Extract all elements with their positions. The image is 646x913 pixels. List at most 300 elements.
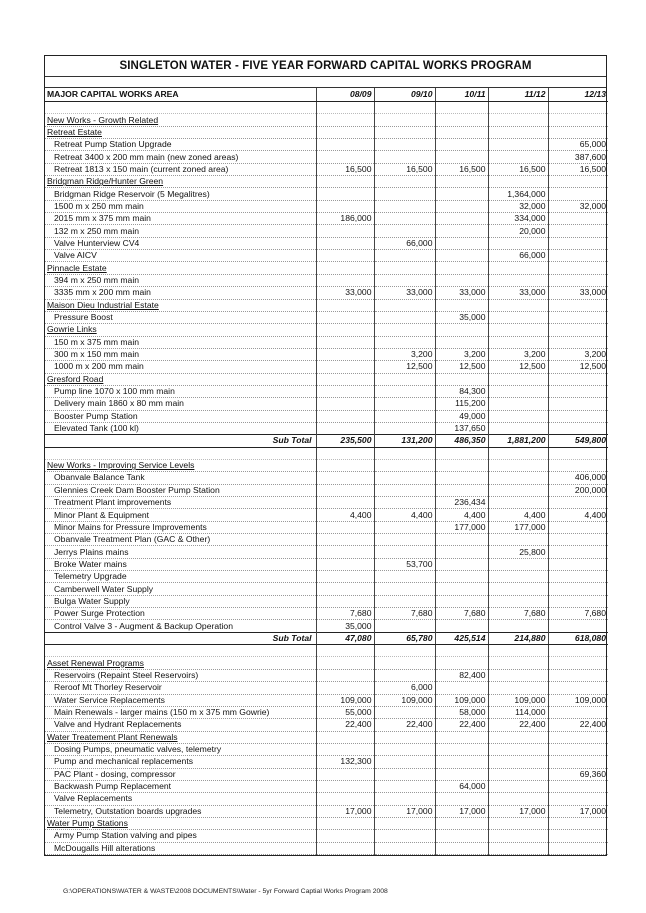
amount-cell — [374, 102, 435, 114]
item-description: Valve AICV — [45, 250, 316, 262]
item-description: Water Service Replacements — [45, 694, 316, 706]
amount-cell — [316, 780, 374, 792]
item-description: Pump line 1070 x 100 mm main — [45, 385, 316, 397]
amount-cell — [374, 817, 435, 829]
capital-works-sheet — [44, 55, 607, 856]
amount-cell — [435, 176, 488, 188]
amount-cell — [435, 188, 488, 200]
amount-cell — [488, 422, 548, 434]
amount-cell — [488, 114, 548, 126]
amount-cell — [316, 188, 374, 200]
amount-cell — [374, 571, 435, 583]
amount-cell — [435, 447, 488, 459]
amount-cell — [374, 459, 435, 471]
amount-cell — [374, 176, 435, 188]
amount-cell — [435, 583, 488, 595]
item-description: McDougalls Hill alterations — [45, 842, 316, 854]
amount-cell — [548, 793, 608, 805]
table-row — [45, 534, 608, 546]
amount-cell — [488, 743, 548, 755]
subsection-heading-row — [45, 731, 608, 743]
amount-cell — [488, 176, 548, 188]
amount-cell: 177,000 — [488, 521, 548, 533]
amount-cell — [488, 534, 548, 546]
amount-cell: 16,500 — [316, 163, 374, 175]
amount-cell: 177,000 — [435, 521, 488, 533]
item-description: 3335 mm x 200 mm main — [45, 287, 316, 299]
table-row — [45, 706, 608, 718]
subtotal-label: Sub Total — [45, 632, 316, 644]
year-column-header: 11/12 — [488, 88, 548, 102]
item-description: Obanvale Treatment Plan (GAC & Other) — [45, 534, 316, 546]
amount-cell: 33,000 — [435, 287, 488, 299]
amount-cell — [374, 780, 435, 792]
amount-cell — [316, 262, 374, 274]
amount-cell: 33,000 — [374, 287, 435, 299]
amount-cell — [488, 484, 548, 496]
item-description: Valve and Hydrant Replacements — [45, 719, 316, 731]
amount-cell: 16,500 — [548, 163, 608, 175]
item-description: Treatment Plant improvements — [45, 497, 316, 509]
table-row — [45, 250, 608, 262]
amount-cell — [374, 669, 435, 681]
amount-cell — [435, 756, 488, 768]
amount-cell: 66,000 — [488, 250, 548, 262]
amount-cell — [488, 731, 548, 743]
item-description: Bridgman Ridge Reservoir (5 Megalitres) — [45, 188, 316, 200]
amount-cell — [435, 768, 488, 780]
amount-cell — [548, 336, 608, 348]
table-row — [45, 583, 608, 595]
amount-cell — [548, 213, 608, 225]
amount-cell — [435, 534, 488, 546]
amount-cell — [435, 225, 488, 237]
amount-cell — [548, 583, 608, 595]
amount-cell: 12,500 — [435, 361, 488, 373]
amount-cell: 33,000 — [548, 287, 608, 299]
amount-cell — [374, 373, 435, 385]
amount-cell — [374, 484, 435, 496]
amount-cell — [548, 534, 608, 546]
subtotal-value: 549,800 — [548, 435, 608, 447]
amount-cell — [374, 410, 435, 422]
row-label: New Works - Improving Service Levels — [45, 459, 316, 471]
amount-cell — [435, 743, 488, 755]
amount-cell — [435, 126, 488, 138]
amount-cell — [488, 126, 548, 138]
amount-cell — [374, 830, 435, 842]
amount-cell — [316, 102, 374, 114]
amount-cell — [374, 657, 435, 669]
amount-cell — [374, 250, 435, 262]
table-row — [45, 805, 608, 817]
amount-cell — [316, 793, 374, 805]
amount-cell: 4,400 — [488, 509, 548, 521]
subsection-heading-row — [45, 373, 608, 385]
amount-cell — [435, 793, 488, 805]
amount-cell: 17,000 — [374, 805, 435, 817]
subtotal-row — [45, 632, 608, 644]
amount-cell — [316, 410, 374, 422]
amount-cell — [435, 484, 488, 496]
amount-cell — [435, 274, 488, 286]
item-description: Retreat Pump Station Upgrade — [45, 139, 316, 151]
amount-cell — [488, 237, 548, 249]
table-row — [45, 719, 608, 731]
amount-cell: 12,500 — [548, 361, 608, 373]
amount-cell — [374, 534, 435, 546]
amount-cell — [548, 311, 608, 323]
amount-cell — [548, 756, 608, 768]
subtotal-value: 131,200 — [374, 435, 435, 447]
amount-cell — [316, 126, 374, 138]
blank-row — [45, 645, 608, 657]
amount-cell: 137,650 — [435, 422, 488, 434]
amount-cell — [374, 521, 435, 533]
amount-cell — [488, 102, 548, 114]
table-row — [45, 188, 608, 200]
amount-cell — [374, 262, 435, 274]
amount-cell — [548, 620, 608, 632]
file-path-footer: G:\OPERATIONS\WATER & WASTE\2008 DOCUMENTS\Water - 5yr Forward Captial Works Program 2008 — [63, 888, 388, 895]
amount-cell: 33,000 — [316, 287, 374, 299]
table-row — [45, 484, 608, 496]
amount-cell — [374, 324, 435, 336]
amount-cell — [548, 645, 608, 657]
table-row — [45, 546, 608, 558]
year-column-header: 08/09 — [316, 88, 374, 102]
amount-cell — [435, 299, 488, 311]
amount-cell — [374, 546, 435, 558]
table-row — [45, 163, 608, 175]
amount-cell: 16,500 — [435, 163, 488, 175]
amount-cell — [548, 225, 608, 237]
amount-cell — [435, 472, 488, 484]
amount-cell — [548, 558, 608, 570]
amount-cell: 114,000 — [488, 706, 548, 718]
amount-cell: 64,000 — [435, 780, 488, 792]
item-description: 300 m x 150 mm main — [45, 348, 316, 360]
table-row — [45, 756, 608, 768]
amount-cell — [488, 447, 548, 459]
amount-cell — [316, 583, 374, 595]
item-description: 394 m x 250 mm main — [45, 274, 316, 286]
amount-cell — [316, 669, 374, 681]
item-description: Army Pump Station valving and pipes — [45, 830, 316, 842]
amount-cell — [548, 842, 608, 854]
amount-cell: 236,434 — [435, 497, 488, 509]
area-column-header: MAJOR CAPITAL WORKS AREA — [45, 88, 316, 102]
amount-cell — [374, 274, 435, 286]
amount-cell — [488, 385, 548, 397]
subsection-heading-row — [45, 299, 608, 311]
amount-cell: 17,000 — [548, 805, 608, 817]
row-label: Asset Renewal Programs — [45, 657, 316, 669]
amount-cell: 3,200 — [548, 348, 608, 360]
amount-cell — [435, 842, 488, 854]
item-description: Minor Mains for Pressure Improvements — [45, 521, 316, 533]
table-row — [45, 151, 608, 163]
table-row — [45, 743, 608, 755]
amount-cell — [316, 114, 374, 126]
amount-cell: 3,200 — [374, 348, 435, 360]
year-column-header: 12/13 — [548, 88, 608, 102]
amount-cell — [488, 151, 548, 163]
amount-cell — [435, 546, 488, 558]
amount-cell — [488, 262, 548, 274]
amount-cell: 58,000 — [435, 706, 488, 718]
table-row — [45, 509, 608, 521]
amount-cell — [488, 299, 548, 311]
amount-cell — [488, 373, 548, 385]
amount-cell — [374, 768, 435, 780]
amount-cell — [374, 595, 435, 607]
amount-cell — [316, 558, 374, 570]
amount-cell — [548, 262, 608, 274]
amount-cell: 109,000 — [488, 694, 548, 706]
amount-cell — [316, 571, 374, 583]
amount-cell: 25,800 — [488, 546, 548, 558]
amount-cell — [488, 657, 548, 669]
amount-cell: 109,000 — [374, 694, 435, 706]
amount-cell: 7,680 — [316, 608, 374, 620]
table-row — [45, 793, 608, 805]
item-description: Broke Water mains — [45, 558, 316, 570]
section-heading-row — [45, 114, 608, 126]
amount-cell — [548, 126, 608, 138]
row-label — [45, 645, 316, 657]
amount-cell — [316, 657, 374, 669]
table-row — [45, 497, 608, 509]
amount-cell — [548, 657, 608, 669]
amount-cell — [488, 410, 548, 422]
item-description: PAC Plant - dosing, compressor — [45, 768, 316, 780]
amount-cell — [548, 176, 608, 188]
amount-cell — [548, 682, 608, 694]
amount-cell: 22,400 — [548, 719, 608, 731]
item-description: Booster Pump Station — [45, 410, 316, 422]
amount-cell — [488, 324, 548, 336]
table-row — [45, 139, 608, 151]
item-description: Bulga Water Supply — [45, 595, 316, 607]
subtotal-value: 65,780 — [374, 632, 435, 644]
amount-cell — [488, 817, 548, 829]
amount-cell — [316, 398, 374, 410]
amount-cell — [488, 139, 548, 151]
amount-cell — [435, 657, 488, 669]
amount-cell: 115,200 — [435, 398, 488, 410]
amount-cell: 3,200 — [488, 348, 548, 360]
amount-cell — [374, 126, 435, 138]
amount-cell — [316, 385, 374, 397]
amount-cell — [548, 237, 608, 249]
amount-cell: 20,000 — [488, 225, 548, 237]
amount-cell — [548, 447, 608, 459]
table-row — [45, 385, 608, 397]
row-label: Gowrie Links — [45, 324, 316, 336]
amount-cell — [316, 817, 374, 829]
amount-cell — [316, 743, 374, 755]
amount-cell — [548, 373, 608, 385]
table-row — [45, 682, 608, 694]
table-row — [45, 311, 608, 323]
table-row — [45, 669, 608, 681]
amount-cell — [374, 706, 435, 718]
amount-cell — [316, 274, 374, 286]
amount-cell — [316, 348, 374, 360]
item-description: Delivery main 1860 x 80 mm main — [45, 398, 316, 410]
table-row — [45, 361, 608, 373]
table-row — [45, 521, 608, 533]
amount-cell — [435, 373, 488, 385]
amount-cell — [488, 793, 548, 805]
amount-cell: 12,500 — [374, 361, 435, 373]
amount-cell — [374, 114, 435, 126]
row-label: Gresford Road — [45, 373, 316, 385]
amount-cell: 35,000 — [435, 311, 488, 323]
amount-cell: 82,400 — [435, 669, 488, 681]
amount-cell — [548, 817, 608, 829]
item-description: 132 m x 250 mm main — [45, 225, 316, 237]
amount-cell — [374, 447, 435, 459]
amount-cell — [316, 373, 374, 385]
amount-cell — [435, 558, 488, 570]
amount-cell — [435, 262, 488, 274]
amount-cell — [548, 743, 608, 755]
amount-cell: 4,400 — [374, 509, 435, 521]
amount-cell — [548, 459, 608, 471]
amount-cell — [435, 102, 488, 114]
amount-cell: 109,000 — [316, 694, 374, 706]
table-row — [45, 608, 608, 620]
amount-cell: 4,400 — [316, 509, 374, 521]
amount-cell: 109,000 — [435, 694, 488, 706]
amount-cell: 69,360 — [548, 768, 608, 780]
spacer-row — [45, 77, 606, 88]
amount-cell — [488, 583, 548, 595]
item-description: Reroof Mt Thorley Reservoir — [45, 682, 316, 694]
table-row — [45, 213, 608, 225]
amount-cell — [488, 558, 548, 570]
amount-cell — [488, 768, 548, 780]
amount-cell — [316, 250, 374, 262]
amount-cell — [548, 497, 608, 509]
amount-cell — [548, 102, 608, 114]
amount-cell — [488, 756, 548, 768]
table-row — [45, 694, 608, 706]
amount-cell: 17,000 — [435, 805, 488, 817]
table-row — [45, 830, 608, 842]
year-column-header: 09/10 — [374, 88, 435, 102]
amount-cell — [548, 706, 608, 718]
amount-cell — [316, 422, 374, 434]
amount-cell — [435, 250, 488, 262]
amount-cell — [435, 731, 488, 743]
amount-cell — [374, 645, 435, 657]
item-description: Jerrys Plains mains — [45, 546, 316, 558]
amount-cell — [316, 361, 374, 373]
amount-cell — [435, 213, 488, 225]
subsection-heading-row — [45, 262, 608, 274]
amount-cell — [435, 595, 488, 607]
amount-cell — [316, 225, 374, 237]
item-description: Power Surge Protection — [45, 608, 316, 620]
amount-cell — [548, 188, 608, 200]
row-label — [45, 102, 316, 114]
amount-cell — [548, 385, 608, 397]
amount-cell — [488, 595, 548, 607]
amount-cell — [488, 682, 548, 694]
row-label — [45, 447, 316, 459]
amount-cell — [316, 324, 374, 336]
amount-cell — [548, 571, 608, 583]
amount-cell: 200,000 — [548, 484, 608, 496]
amount-cell — [435, 336, 488, 348]
amount-cell: 4,400 — [548, 509, 608, 521]
amount-cell — [488, 645, 548, 657]
amount-cell — [374, 620, 435, 632]
table-row — [45, 620, 608, 632]
amount-cell — [316, 299, 374, 311]
row-label: Pinnacle Estate — [45, 262, 316, 274]
table-body — [45, 102, 608, 855]
amount-cell — [374, 743, 435, 755]
amount-cell: 6,000 — [374, 682, 435, 694]
amount-cell: 35,000 — [316, 620, 374, 632]
table-row — [45, 595, 608, 607]
table-row — [45, 780, 608, 792]
amount-cell — [316, 521, 374, 533]
amount-cell — [316, 472, 374, 484]
amount-cell — [374, 422, 435, 434]
amount-cell — [374, 311, 435, 323]
amount-cell — [316, 447, 374, 459]
amount-cell: 33,000 — [488, 287, 548, 299]
amount-cell: 334,000 — [488, 213, 548, 225]
amount-cell: 65,000 — [548, 139, 608, 151]
row-label: Water Pump Stations — [45, 817, 316, 829]
amount-cell — [374, 151, 435, 163]
amount-cell — [548, 669, 608, 681]
amount-cell — [316, 731, 374, 743]
amount-cell — [435, 114, 488, 126]
amount-cell — [548, 410, 608, 422]
amount-cell — [548, 830, 608, 842]
amount-cell — [374, 225, 435, 237]
subtotal-label: Sub Total — [45, 435, 316, 447]
item-description: Dosing Pumps, pneumatic valves, telemetry — [45, 743, 316, 755]
amount-cell — [548, 398, 608, 410]
amount-cell — [548, 299, 608, 311]
amount-cell — [316, 595, 374, 607]
item-description: 1000 m x 200 mm main — [45, 361, 316, 373]
amount-cell: 22,400 — [316, 719, 374, 731]
table-row — [45, 842, 608, 854]
amount-cell: 132,300 — [316, 756, 374, 768]
amount-cell — [488, 472, 548, 484]
amount-cell — [316, 484, 374, 496]
amount-cell: 22,400 — [488, 719, 548, 731]
amount-cell — [488, 398, 548, 410]
table-row — [45, 558, 608, 570]
amount-cell — [435, 682, 488, 694]
row-label: Water Treatement Plant Renewals — [45, 731, 316, 743]
subtotal-value: 1,881,200 — [488, 435, 548, 447]
document-title: SINGLETON WATER - FIVE YEAR FORWARD CAPITAL WORKS PROGRAM — [45, 56, 606, 77]
amount-cell: 17,000 — [316, 805, 374, 817]
amount-cell: 7,680 — [488, 608, 548, 620]
subsection-heading-row — [45, 817, 608, 829]
